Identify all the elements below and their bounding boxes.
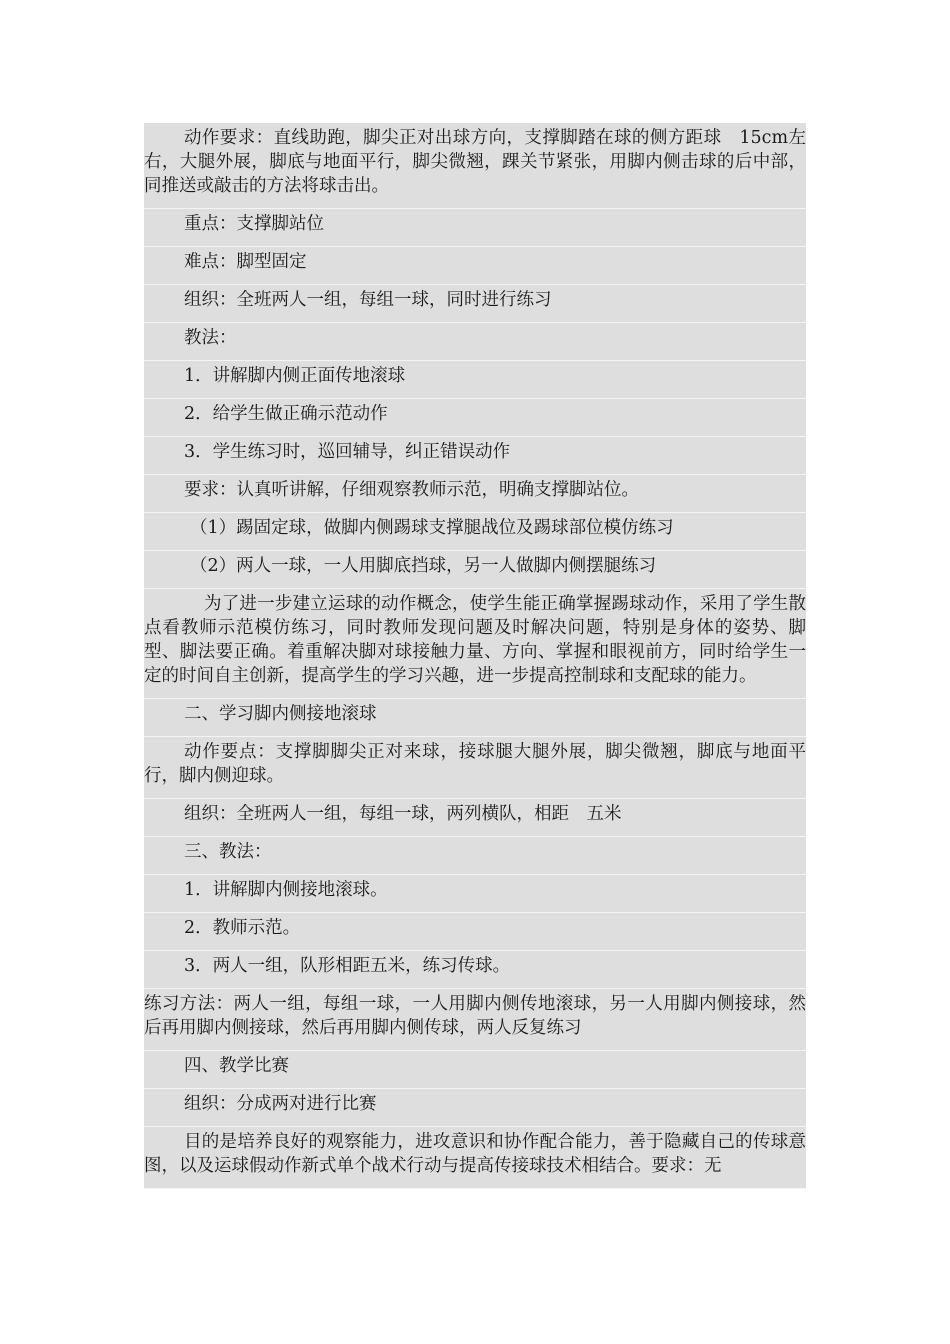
method-item-2: 2．给学生做正确示范动作 [144,399,806,437]
organization-line: 组织：全班两人一组，每组一球，同时进行练习 [144,285,806,323]
method-item-2b: 2．教师示范。 [144,913,806,951]
key-point-line: 重点：支撑脚站位 [144,209,806,247]
method-item-1: 1．讲解脚内侧正面传地滚球 [144,361,806,399]
practice-method-paragraph: 练习方法：两人一组，每组一球，一人用脚内侧传地滚球，另一人用脚内侧接球，然后再用脚内侧接球，然后再用脚内侧传球，两人反复练习 [144,989,806,1051]
organization-line-3: 组织：分成两对进行比赛 [144,1089,806,1127]
action-key-points-paragraph: 动作要点：支撑脚脚尖正对来球，接球腿大腿外展，脚尖微翘，脚底与地面平行，脚内侧迎球。 [144,737,806,799]
method-item-3: 3．学生练习时，巡回辅导，纠正错误动作 [144,437,806,475]
method-item-3b: 3．两人一组，队形相距五米，练习传球。 [144,951,806,989]
practice-item-1: （1）踢固定球，做脚内侧踢球支撑腿战位及踢球部位模仿练习 [144,513,806,551]
organization-line-2: 组织：全班两人一组，每组一球，两列横队，相距 五米 [144,799,806,837]
action-requirement-paragraph: 动作要求：直线助跑，脚尖正对出球方向，支撑脚踏在球的侧方距球 15cm左右，大腿外展，脚底与地面平行，脚尖微翘，踝关节紧张，用脚内侧击球的后中部，同推送或敲击的方法将球击出。 [144,123,806,209]
method-item-1b: 1．讲解脚内侧接地滚球。 [144,875,806,913]
requirement-line: 要求：认真听讲解，仔细观察教师示范，明确支撑脚站位。 [144,475,806,513]
practice-item-2: （2）两人一球，一人用脚底挡球，另一人做脚内侧摆腿练习 [144,551,806,589]
document-body [144,123,806,1189]
purpose-paragraph: 为了进一步建立运球的动作概念，使学生能正确掌握踢球动作，采用了学生散点看教师示范模仿练习，同时教师发现问题及时解决问题，特别是身体的姿势、脚型、脚法要正确。着重解决脚对球接触力量、方向、掌握和眼视前方，同时给学生一定的时间自主创新，提高学生的学习兴趣，进一步提高控制球和支配球的能力。 [144,589,806,699]
section-heading-3: 三、教法： [144,837,806,875]
teaching-method-heading: 教法： [144,323,806,361]
section-heading-2: 二、学习脚内侧接地滚球 [144,699,806,737]
difficulty-line: 难点：脚型固定 [144,247,806,285]
objective-paragraph: 目的是培养良好的观察能力，进攻意识和协作配合能力，善于隐藏自己的传球意图，以及运球假动作新式单个战术行动与提高传接球技术相结合。要求：无 [144,1127,806,1189]
section-heading-4: 四、教学比赛 [144,1051,806,1089]
